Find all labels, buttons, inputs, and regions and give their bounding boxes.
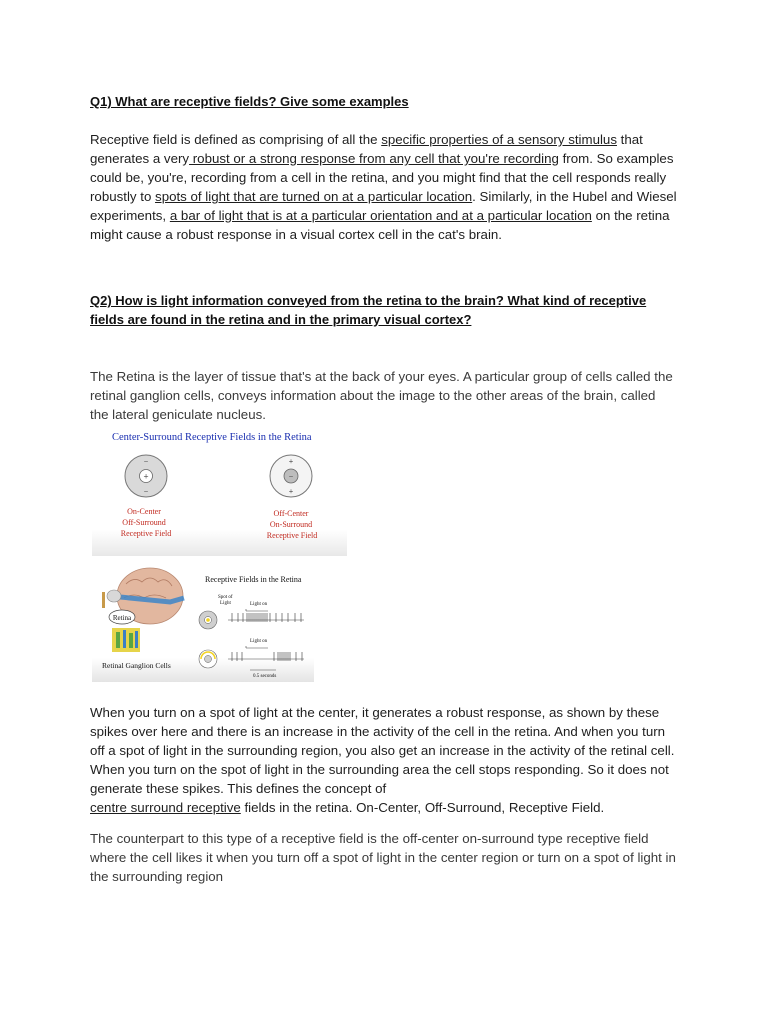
q1-answer-segment: on the retina might cause a robust response in a visual cortex cell in the cat's brain.	[90, 208, 670, 242]
q1-answer-segment-underlined: robust or a strong response from any cell that you're recording	[189, 151, 559, 166]
q1-answer-segment-underlined: spots of light that are turned on at a particular location	[155, 189, 473, 204]
spot-label-1: Spot of	[218, 595, 233, 600]
row1-light-on: Light on	[250, 602, 268, 607]
row1-spike-train	[232, 613, 301, 622]
figure-receptive-fields-svg	[92, 562, 314, 682]
off-center-minus: −	[288, 472, 294, 482]
right-label-1: Off-Center	[273, 509, 309, 518]
q1-answer-segment: . Similarly, in the Hubel and Wiesel experiments,	[90, 189, 677, 223]
q2-heading: Q2) How is light information conveyed from the retina to the brain? What kind of receptive fields are found in the retina and in the primary visual cortex?	[90, 293, 647, 327]
on-center-minus-top: −	[143, 457, 149, 466]
retina-label: Retina	[112, 614, 132, 622]
figure1-title: Center-Surround Receptive Fields in the Retina	[112, 432, 312, 443]
q2-para-counterpart: The counterpart to this type of a receptive field is the off-center on-surround type receptive field where the cell likes it when you turn off a spot of light in the center region or turn on a spot of light in the surrounding region	[90, 831, 676, 884]
q1-answer-segment: Receptive field is defined as comprising of all the	[90, 132, 382, 147]
on-center-minus-bottom: −	[143, 487, 149, 496]
q1-answer-segment-underlined: specific properties of a sensory stimulus	[381, 132, 617, 147]
q1-answer-segment-underlined: a bar of light that is at a particular orientation and at a particular location	[169, 208, 592, 223]
right-label-3: Receptive Field	[266, 531, 318, 540]
figure2-title: Receptive Fields in the Retina	[205, 575, 302, 584]
q2-para-retina: The Retina is the layer of tissue that's at the back of your eyes. A particular group of cells called the retinal ganglion cells, conveys information about the image to the other areas of the brain, called the lateral geniculate nucleus.	[90, 369, 673, 422]
q1-answer-segment: from. So examples could be, you're, recording from a cell in the retina, and you might find that the cell responds really robustly to	[90, 151, 674, 204]
light-source-bar	[102, 592, 105, 608]
q2-para-spikes-segment-underlined: centre surround receptive	[90, 800, 241, 815]
q2-para-spikes	[90, 703, 680, 817]
ganglion-cells-illustration	[112, 628, 140, 652]
figure-center-surround	[92, 424, 347, 556]
figure-receptive-fields-retina	[92, 562, 314, 682]
row2-center	[205, 656, 212, 663]
off-center-plus-top: +	[288, 457, 294, 466]
row2-light-on: Light on	[250, 639, 268, 644]
q1-heading: Q1) What are receptive fields? Give some examples	[90, 94, 409, 109]
on-center-plus: +	[143, 471, 149, 482]
q2-para-spikes-segment: When you turn on a spot of light at the center, it generates a robust response, as shown by these spikes over here and there is an increase in the activity of the cell in the retina. And when you turn off a spot of light in the surrounding region, you also get an increase in the activity of the retinal cell. When you turn on the spot of light in the surrounding area the cell stops responding. So it does not generate these spikes. This defines the concept of	[90, 705, 675, 796]
off-center-plus-bottom: +	[288, 487, 294, 496]
figure-center-surround-svg	[92, 424, 347, 556]
left-label-1: On-Center	[127, 507, 161, 516]
q2-para-spikes-segment: fields in the retina. On-Center, Off-Surround, Receptive Field.	[240, 800, 605, 815]
right-label-2: On-Surround	[269, 520, 313, 529]
q1-answer	[90, 130, 680, 244]
time-scale-label: 0.5 seconds	[253, 674, 277, 679]
q1-answer-segment: that generates a very	[90, 132, 643, 166]
spot-label-2: Light	[220, 601, 231, 606]
ganglion-label: Retinal Ganglion Cells	[102, 661, 171, 670]
left-label-2: Off-Surround	[122, 518, 166, 527]
row1-light-spot	[206, 618, 210, 622]
left-label-3: Receptive Field	[120, 529, 172, 538]
row2-spike-train	[232, 652, 302, 661]
